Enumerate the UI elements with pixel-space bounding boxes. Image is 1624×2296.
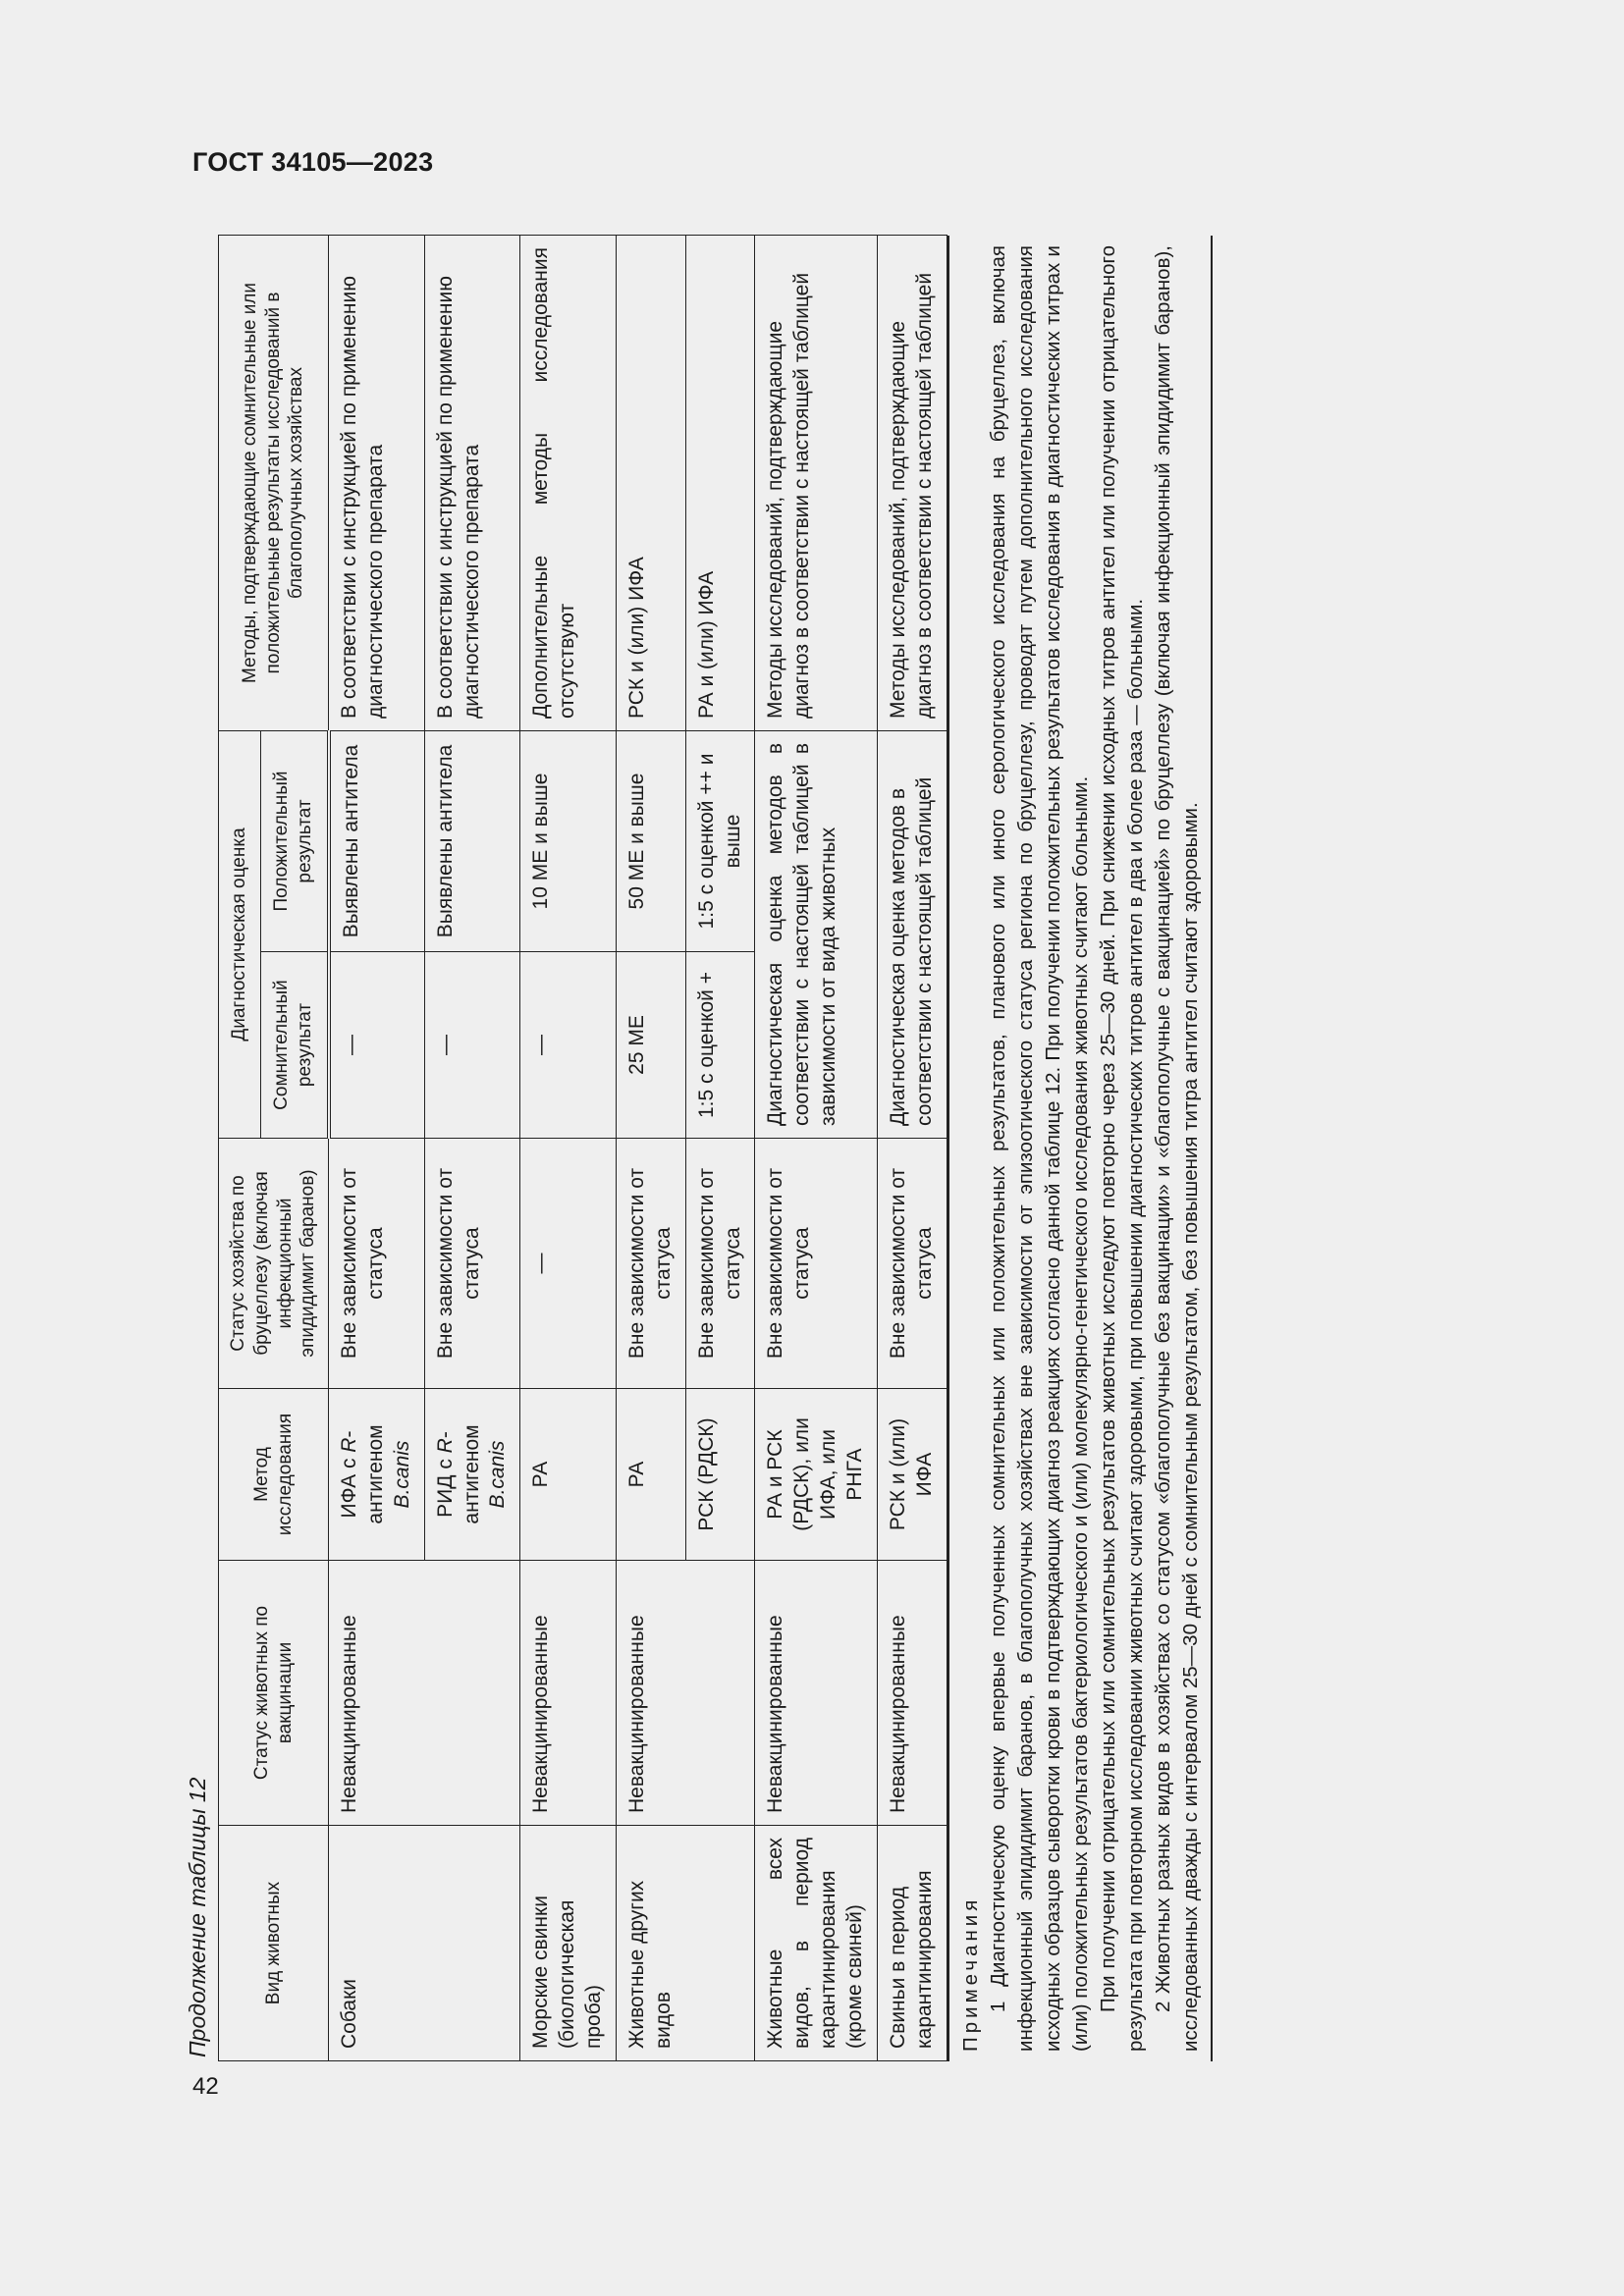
cell-farm-status: Вне зависимости от статуса <box>329 1139 425 1389</box>
cell-method: РА и РСК (РДСК), или ИФА, или РНГА <box>755 1389 878 1561</box>
cell-method <box>329 1389 425 1561</box>
rotated-table-frame <box>177 236 1453 2061</box>
cell-method: РА <box>616 1389 685 1561</box>
cell-method: РСК (РДСК) <box>685 1389 755 1561</box>
header-species: Вид животных <box>219 1826 329 2061</box>
cell-confirm: РА и (или) ИФА <box>685 236 755 731</box>
table-row <box>616 236 685 2061</box>
method-text: -антигеном <box>433 1424 483 1524</box>
method-text: -антигеном <box>338 1424 387 1524</box>
table-caption: Продолжение таблицы 12 <box>185 1777 210 2057</box>
header-diagnostic-assessment: Диагностическая оценка <box>219 731 261 1139</box>
note-1: 1 Диагностическую оценку впервые полученных сомнительных или положительных результатов, планового или иного серологического исследования на бруцеллез, включая инфекционный эпидидимит баранов, в благополучных хозяйствах вне зависимости от эпизоотического статуса региона по бруцеллезу, проводят путем дополнительного исследования исходных образцов сыворотки крови в подтверждающих диагноз реакциях согласно данной таблице 12. При получении положительных результатов исследования в диагностических титрах и (или) положительных результатов бактериологического и (или) молекулярно-генетического исследования животных считают больными. <box>986 245 1092 2052</box>
method-r: R <box>433 1438 457 1454</box>
cell-species: Животные других видов <box>616 1826 755 2061</box>
cell-positive: 10 МЕ и выше <box>520 731 617 952</box>
cell-farm-status: Вне зависимости от статуса <box>685 1139 755 1389</box>
cell-species: Животные всех видов, в период карантинирования (кроме свиней) <box>755 1826 878 2061</box>
cell-confirm: Методы исследований, подтверждающие диагноз в соответствии с настоящей таблицей <box>755 236 878 731</box>
cell-farm-status: Вне зависимости от статуса <box>616 1139 685 1389</box>
notes-label: Примечания <box>958 1896 982 2052</box>
header-confirming-methods: Методы, подтверждающие сомнительные или положительные результаты исследований в благополучных хозяйствах <box>219 236 329 731</box>
page-number: 42 <box>192 2073 219 2100</box>
cell-farm-status: Вне зависимости от статуса <box>877 1139 947 1389</box>
cell-farm-status: Вне зависимости от статуса <box>755 1139 878 1389</box>
document-title: ГОСТ 34105—2023 <box>192 147 434 177</box>
note-1-continuation: При получении отрицательных или сомнительных результатов животных исследуют повторно через 25—30 дней. При снижении исходных титров антител или получении отрицательного результата при повторном исследовании животных считают здоровыми, при повышении диагностических титров антител в два и более раза — больными. <box>1097 245 1148 2052</box>
cell-confirm: РСК и (или) ИФА <box>616 236 685 731</box>
cell-vaccination: Невакцинированные <box>329 1561 520 1826</box>
cell-doubtful: 25 МЕ <box>616 952 685 1139</box>
cell-positive: 1:5 с оценкой ++ и выше <box>685 731 755 952</box>
table-row <box>520 236 617 2061</box>
cell-species: Морские свинки (биологическая проба) <box>520 1826 617 2061</box>
method-bcanis: B.canis <box>390 1440 413 1509</box>
header-doubtful: Сомнительный результат <box>260 952 328 1139</box>
cell-method: РА <box>520 1389 617 1561</box>
cell-doubtful: — <box>329 952 425 1139</box>
cell-farm-status: Вне зависимости от статуса <box>424 1139 520 1389</box>
cell-doubtful: — <box>424 952 520 1139</box>
cell-vaccination: Невакцинированные <box>520 1561 617 1826</box>
cell-assessment: Диагностическая оценка методов в соответствии с настоящей таблицей <box>877 731 947 1139</box>
cell-species: Свиньи в период карантинирования <box>877 1826 947 2061</box>
cell-method <box>424 1389 520 1561</box>
cell-doubtful: — <box>520 952 617 1139</box>
table-notes <box>947 236 1214 2061</box>
table-row <box>329 236 425 2061</box>
header-positive: Положительный результат <box>260 731 328 952</box>
note-2: 2 Животных разных видов в хозяйствах со статусом «благополучные без вакцинации» и «благополучные с вакцинацией» по бруцеллезу (включая инфекционный эпидидимит баранов), исследованных дважды с интервалом 25—30 дней с сомнительным результатом, без повышения титра антител считают здоровыми. <box>1152 245 1203 2052</box>
method-text: РИД с <box>433 1453 457 1518</box>
cell-farm-status: — <box>520 1139 617 1389</box>
cell-method: РСК и (или) ИФА <box>877 1389 947 1561</box>
cell-positive: Выявлены антитела <box>424 731 520 952</box>
table-row <box>877 236 947 2061</box>
cell-species: Собаки <box>329 1826 520 2061</box>
cell-vaccination: Невакцинированные <box>616 1561 755 1826</box>
header-farm-status: Статус хозяйства по бруцеллезу (включая инфекционный эпидидимит баранов) <box>219 1139 329 1389</box>
method-r: R <box>338 1437 360 1453</box>
cell-confirm: Методы исследований, подтверждающие диагноз в соответствии с настоящей таблицей <box>877 236 947 731</box>
method-text: ИФА с <box>338 1452 360 1519</box>
header-method: Метод исследования <box>219 1389 329 1561</box>
cell-confirm: Дополнительные методы исследования отсутствуют <box>520 236 617 731</box>
cell-assessment: Диагностическая оценка методов в соответствии с настоящей таблицей в зависимости от вида животных <box>755 731 878 1139</box>
method-bcanis: B.canis <box>486 1440 510 1509</box>
cell-doubtful: 1:5 с оценкой + <box>685 952 755 1139</box>
cell-vaccination: Невакцинированные <box>877 1561 947 1826</box>
header-vaccination-status: Статус животных по вакцинации <box>219 1561 329 1826</box>
diagnostic-table <box>218 235 947 2061</box>
cell-confirm: В соответствии с инструкцией по применению диагностического препарата <box>329 236 425 731</box>
cell-positive: Выявлены антитела <box>329 731 425 952</box>
cell-positive: 50 МЕ и выше <box>616 731 685 952</box>
cell-vaccination: Невакцинированные <box>755 1561 878 1826</box>
cell-confirm: В соответствии с инструкцией по применению диагностического препарата <box>424 236 520 731</box>
table-row <box>755 236 878 2061</box>
